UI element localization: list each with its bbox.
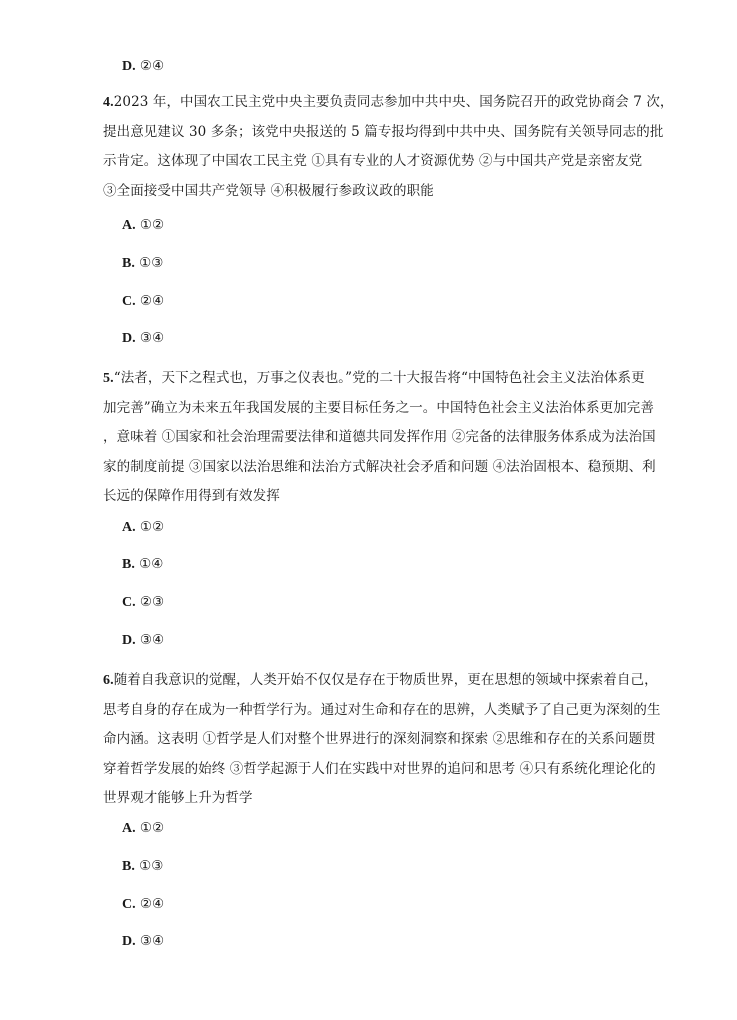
option-4-a <box>122 215 164 236</box>
option-6-d <box>122 931 164 952</box>
option-letter: D. <box>122 934 136 949</box>
question-text: 2023 年，中国农工民主党中央主要负责同志参加中共中央、国务院召开的政党协商会 7 次， <box>113 94 674 110</box>
question-line: 加完善”确立为未来五年我国发展的主要目标任务之一。中国特色社会主义法治体系更加完善 <box>103 399 654 416</box>
option-5-a <box>122 517 164 538</box>
option-text: ②④ <box>139 58 165 74</box>
option-text: ①② <box>139 519 165 535</box>
option-letter: D. <box>122 331 136 346</box>
option-text: ①④ <box>139 556 164 572</box>
option-letter: A. <box>122 821 136 836</box>
option-5-b <box>122 554 163 575</box>
option-text: ①② <box>139 820 165 836</box>
option-4-b <box>122 253 163 274</box>
option-6-c <box>122 894 164 915</box>
question-line <box>103 666 703 696</box>
question-line: 提出意见建议 30 多条；该党中央报送的 5 篇专报均得到中共中央、国务院有关领导同志的批 <box>103 123 664 140</box>
option-text: ③④ <box>139 330 165 346</box>
option-text: ②③ <box>139 594 165 610</box>
question-line: ，意味着 ①国家和社会治理需要法律和道德共同发挥作用 ②完备的法律服务体系成为法治国 <box>103 429 656 445</box>
question-line <box>103 364 703 394</box>
option-letter: C. <box>122 897 136 912</box>
option-letter: B. <box>122 557 135 572</box>
option-letter: B. <box>122 256 135 271</box>
question-line: 示肯定。这体现了中国农工民主党 ①具有专业的人才资源优势 ②与中国共产党是亲密友党 <box>103 153 643 169</box>
question-line <box>103 88 703 118</box>
question-line: 世界观才能够上升为哲学 <box>103 790 253 806</box>
question-line: 长远的保障作用得到有效发挥 <box>103 488 280 504</box>
option-text: ①③ <box>139 858 164 874</box>
question-line: ③全面接受中国共产党领导 ④积极履行参政议政的职能 <box>103 182 434 199</box>
question-5 <box>103 364 703 512</box>
option-6-a <box>122 818 164 839</box>
question-6 <box>103 666 703 814</box>
question-line: 命内涵。这表明 ①哲学是人们对整个世界进行的深刻洞察和探索 ②思维和存在的关系问题贯 <box>103 731 656 747</box>
question-number: 6. <box>103 673 114 688</box>
option-5-c <box>122 592 164 613</box>
option-letter: B. <box>122 859 135 874</box>
option-4-c <box>122 291 164 312</box>
option-text: ②④ <box>139 293 165 309</box>
question-line: 穿着哲学发展的始终 ③哲学起源于人们在实践中对世界的追问和思考 ④只有系统化理论化的 <box>103 760 656 777</box>
question-text: 随着自我意识的觉醒，人类开始不仅仅是存在于物质世界，更在思想的领域中探索着自己， <box>113 672 658 688</box>
question-4 <box>103 88 703 206</box>
option-letter: A. <box>122 218 136 233</box>
option-letter: C. <box>122 294 136 309</box>
question-number: 5. <box>103 371 114 386</box>
question-line: 家的制度前提 ③国家以法治思维和法治方式解决社会矛盾和问题 ④法治固根本、稳预期、利 <box>103 458 656 475</box>
option-text: ③④ <box>139 933 165 949</box>
option-text: ①③ <box>139 255 164 271</box>
option-letter: D. <box>122 59 136 74</box>
question-text: “法者，天下之程式也，万事之仪表也。”党的二十大报告将“中国特色社会主义法治体系更 <box>113 370 645 386</box>
option-text: ②④ <box>139 896 165 912</box>
option-top-d <box>122 56 164 77</box>
option-letter: D. <box>122 633 136 648</box>
option-5-d <box>122 630 164 651</box>
option-letter: C. <box>122 595 136 610</box>
question-number: 4. <box>103 95 114 110</box>
option-6-b <box>122 856 163 877</box>
question-line: 思考自身的存在成为一种哲学行为。通过对生命和存在的思辨，人类赋予了自己更为深刻的生 <box>103 701 661 718</box>
option-text: ①② <box>139 217 165 233</box>
option-text: ③④ <box>139 632 165 648</box>
option-letter: A. <box>122 520 136 535</box>
option-4-d <box>122 328 164 349</box>
